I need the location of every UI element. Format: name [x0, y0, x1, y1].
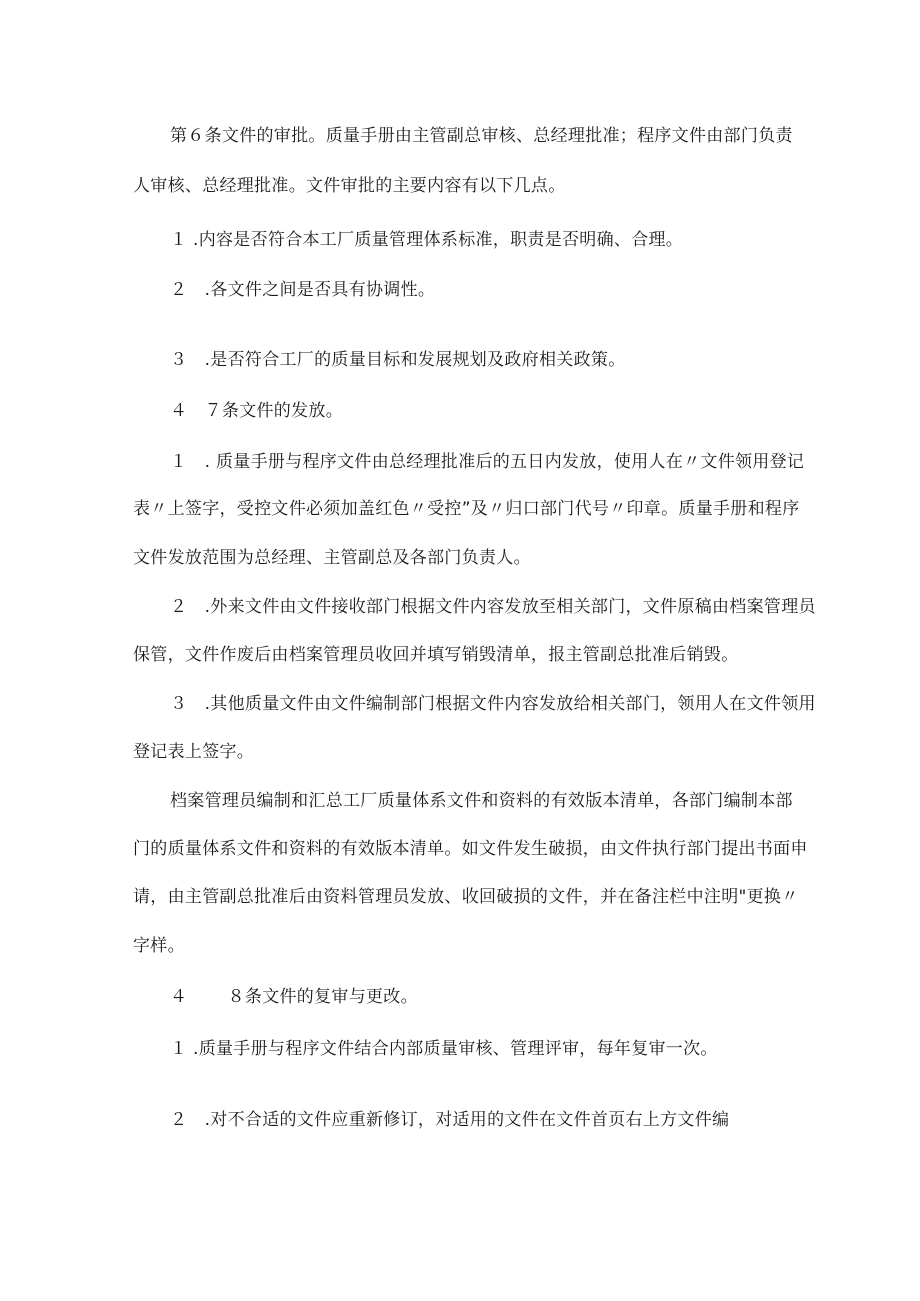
list-item-line: １ . 质量手册与程序文件由总经理批准后的五日内发放，使用人在〃文件领用登记: [170, 452, 805, 472]
paragraph-line: 第６条文件的审批。质量手册由主管副总审核、总经理批准；程序文件由部门负责: [170, 126, 793, 146]
list-item-line: １ .内容是否符合本工厂质量管理体系标准，职责是否明确、合理。: [170, 230, 684, 250]
list-item-line: ２ .对不合适的文件应重新修订，对适用的文件在文件首页右上方文件编: [170, 1110, 730, 1130]
paragraph-line: 档案管理员编制和汇总工厂质量体系文件和资料的有效版本清单，各部门编制本部: [170, 791, 793, 811]
list-item-line: １ .质量手册与程序文件结合内部质量审核、管理评审，每年复审一次。: [170, 1039, 718, 1059]
paragraph-line: 字样。: [133, 936, 185, 956]
paragraph-line: 保管，文件作废后由档案管理员收回并填写销毁清单，报主管副总批准后销毁。: [133, 645, 739, 665]
paragraph-line: 门的质量体系文件和资料的有效版本清单。如文件发生破损，由文件执行部门提出书面申: [133, 839, 808, 859]
paragraph-line: 人审核、总经理批准。文件审批的主要内容有以下几点。: [133, 176, 566, 196]
paragraph-line: 请，由主管副总批准后由资料管理员发放、收回破损的文件，并在备注栏中注明"更换〃: [133, 887, 799, 907]
paragraph-line: 文件发放范围为总经理、主管副总及各部门负责人。: [133, 548, 531, 568]
list-item-line: ２ .各文件之间是否具有协调性。: [170, 280, 436, 300]
list-item-line: ３ .是否符合工厂的质量目标和发展规划及政府相关政策。: [170, 350, 626, 370]
paragraph-line: 登记表上签字。: [133, 742, 255, 762]
section-heading: ４ ７条文件的发放。: [170, 401, 343, 421]
section-heading: ４ ８条文件的复审与更改。: [170, 987, 418, 1007]
paragraph-line: 表〃上签字，受控文件必须加盖红色〃受控”及〃归口部门代号〃印章。质量手册和程序: [133, 499, 800, 519]
list-item-line: ３ .其他质量文件由文件编制部门根据文件内容发放给相关部门，领用人在文件领用: [170, 694, 816, 714]
list-item-line: ２ .外来文件由文件接收部门根据文件内容发放至相关部门，文件原稿由档案管理员: [170, 597, 816, 617]
